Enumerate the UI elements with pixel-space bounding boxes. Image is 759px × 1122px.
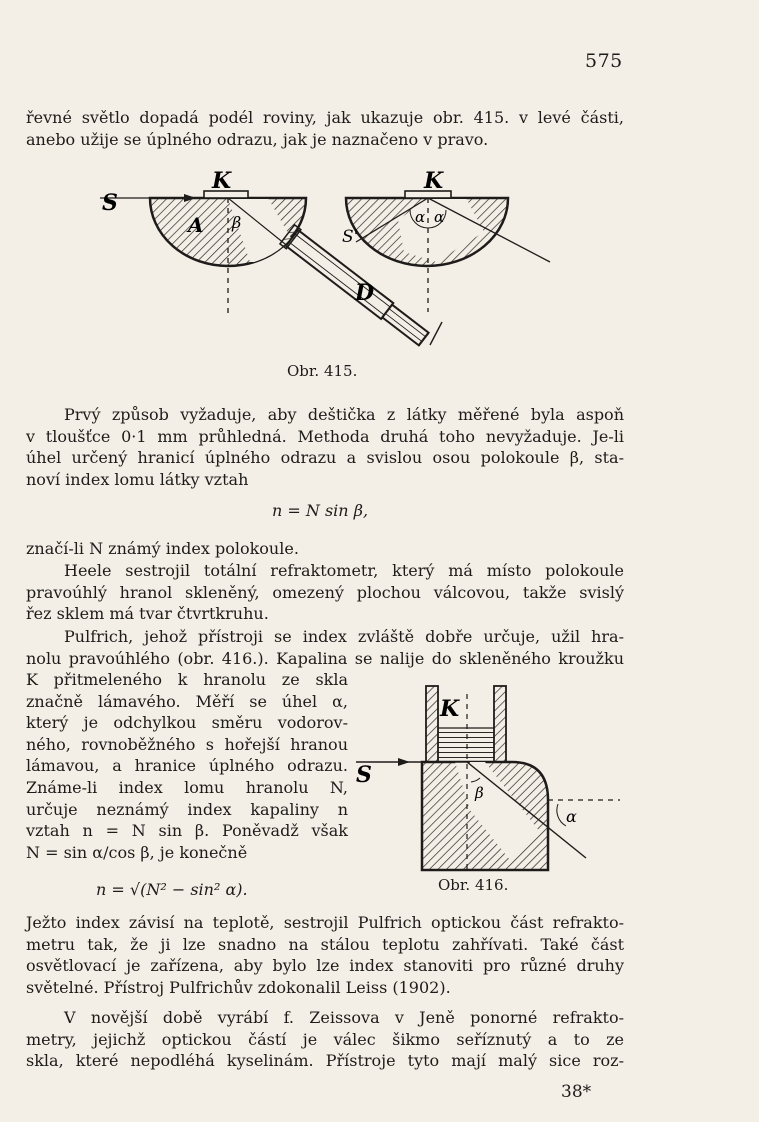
figure-415-caption: Obr. 415. (287, 362, 358, 380)
page-signature: 38* (561, 1082, 592, 1102)
text-line: ného, rovnoběžného s hořejší hranou (26, 734, 348, 754)
label-K-416: K (440, 696, 460, 722)
label-alpha-2: α (434, 208, 445, 226)
text-line: který je odchylkou směru vodorov- (26, 713, 348, 733)
label-S: S (102, 190, 118, 216)
label-alpha-416: α (566, 807, 577, 826)
text-line: Ježto index závisí na teplotě, sestrojil Pulfrich optickou část refrakto- (26, 913, 624, 932)
label-beta: β (232, 213, 242, 232)
label-K-left: K (212, 168, 232, 194)
label-alpha-1: α (415, 208, 426, 226)
text-line: metry, jejichž optickou částí je válec šikmo seříznutý a to ze (26, 1029, 624, 1049)
text-line: světelné. Přístroj Pulfrichův zdokonalil Leiss (1902). (26, 977, 451, 997)
text-line: K přitmeleného k hranolu ze skla (26, 670, 348, 689)
label-K-right: K (424, 168, 444, 194)
text-line: metru tak, že ji lze snadno na stálou teplotu zahřívati. Také část (26, 934, 624, 954)
label-beta-416: β (475, 784, 484, 802)
label-S-prime: S' (342, 227, 359, 247)
text-line: značně lámavého. Měří se úhel α, (26, 691, 348, 711)
paragraph-zeiss (26, 1007, 624, 1072)
text-line: osvětlovací je zařízena, aby bylo lze index stanoviti pro různé druhy (26, 956, 624, 976)
label-A: A (188, 213, 204, 237)
text-line: skla, které nepodléhá kyselinám. Přístroje tyto mají malý sice roz- (26, 1051, 624, 1071)
text-line: Heele sestrojil totální refraktometr, který má místo polokoule (64, 561, 624, 580)
text-line: pravoúhlý hranol skleněný, omezený plochou válcovou, takže svislý (26, 582, 624, 602)
equation-2: n = √(N² − sin² α). (96, 880, 248, 899)
text-line: noví index lomu látky vztah (26, 469, 249, 489)
text-line: určuje neznámý index kapaliny n (26, 799, 348, 819)
text-line: Prvý způsob vyžaduje, aby deštička z látky měřené byla aspoň (64, 405, 624, 424)
text-line: úhel určený hranicí úplného odrazu a svislou osou polokoule β, sta- (26, 448, 624, 468)
label-D: D (355, 280, 375, 306)
figure-416-caption: Obr. 416. (438, 876, 509, 894)
paragraph-temperature (26, 912, 624, 998)
text-line: v tloušťce 0·1 mm průhledná. Methoda druhá toho nevyžaduje. Je-li (26, 426, 624, 446)
text-line: Známe-li index lomu hranolu N, (26, 777, 348, 797)
text-line: N = sin α/cos β, je konečně (26, 842, 248, 862)
page-number: 575 (585, 50, 623, 72)
text-line: V novější době vyrábí f. Zeissova v Jeně ponorné refrakto- (64, 1008, 624, 1027)
label-S-416: S (356, 762, 372, 788)
liquid-ring (426, 686, 506, 762)
text-line: Pulfrich, jehož přístroji se index zvláště dobře určuje, užil hra- (64, 627, 624, 646)
equation-1: n = N sin β, (272, 501, 369, 520)
text-line: anebo užije se úplného odrazu, jak je naznačeno v pravo. (26, 129, 489, 149)
text-line: řez sklem má tvar čtvrtkruhu. (26, 604, 269, 624)
text-line: řevné světlo dopadá podél roviny, jak ukazuje obr. 415. v levé části, (26, 108, 624, 127)
text-line: značí-li N známý index polokoule. (26, 539, 299, 558)
text-line: vztah n = N sin β. Poněvadž však (26, 821, 348, 841)
text-line: lámavou, a hranice úplného odrazu. (26, 756, 348, 776)
text-line: nolu pravoúhlého (obr. 416.). Kapalina se nalije do skleněného kroužku (26, 648, 624, 668)
